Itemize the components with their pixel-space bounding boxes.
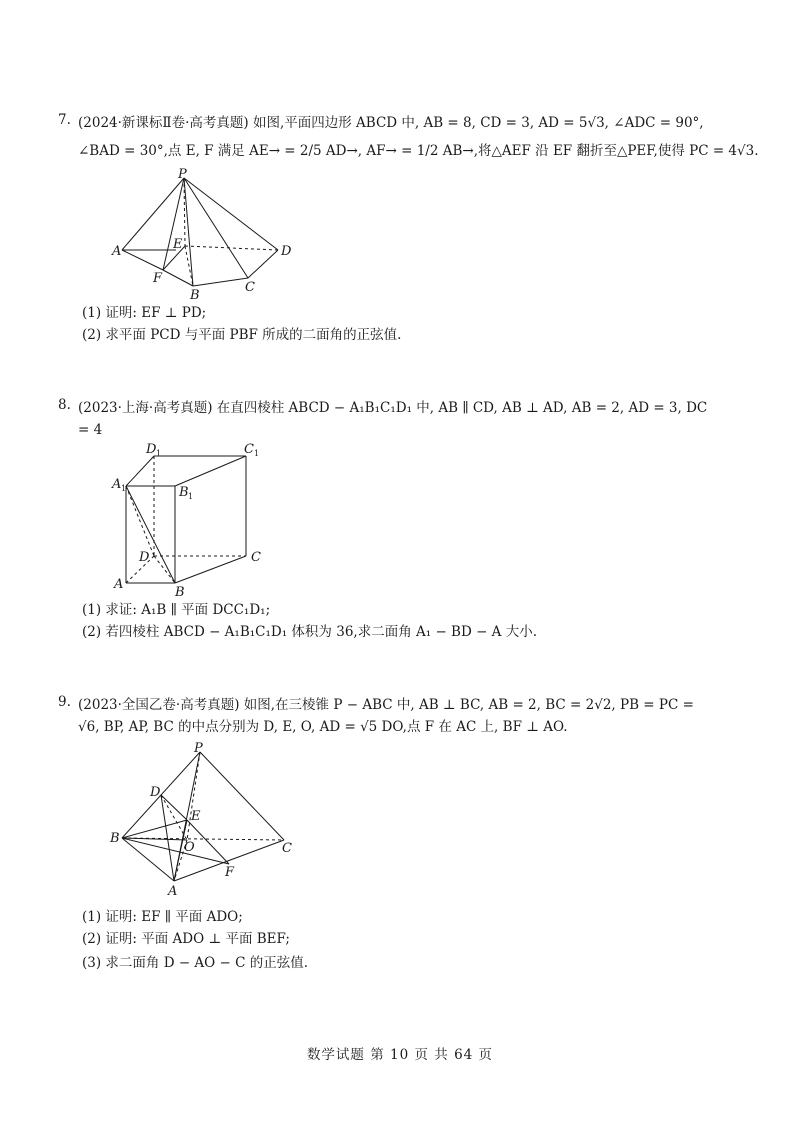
figure-folded-quadrilateral (100, 168, 310, 303)
figure-right-prism (108, 438, 278, 598)
vertex-label-B: B (110, 831, 120, 846)
vertex-label-C: C (251, 550, 261, 565)
problem-statement-line-1: (2023·上海·高考真题) 在直四棱柱 ABCD − A₁B₁C₁D₁ 中, AB ∥ CD, AB ⊥ AD, AB = 2, AD = 3, DC (78, 400, 708, 416)
question-part-3: (3) 求二面角 D − AO − C 的正弦值. (82, 955, 309, 971)
vertex-label-E: E (173, 237, 183, 252)
vertex-label-O: O (184, 840, 195, 855)
vertex-label-C: C (282, 841, 292, 856)
vertex-label-D: D (150, 785, 161, 800)
vertex-label-P: P (194, 741, 203, 756)
vertex-label-F: F (225, 865, 235, 880)
subscript-1: 1 (254, 449, 260, 458)
subscript-1: 1 (121, 484, 127, 493)
question-part-1: (1) 证明: EF ∥ 平面 ADO; (82, 909, 243, 925)
problem-statement-line-1: (2024·新课标Ⅱ卷·高考真题) 如图,平面四边形 ABCD 中, AB = 8, CD = 3, AD = 5√3, ∠ADC = 90°, (78, 115, 704, 131)
problem-number: 9. (58, 694, 71, 710)
question-part-2: (2) 若四棱柱 ABCD − A₁B₁C₁D₁ 体积为 36,求二面角 A₁ − BD − A 大小. (82, 624, 538, 640)
problem-number: 8. (58, 397, 71, 413)
vertex-label-D: D (281, 244, 292, 259)
vertex-label-A1: A (112, 477, 122, 492)
subscript-1: 1 (156, 449, 162, 458)
problem-8 (58, 397, 728, 441)
problem-statement-line-2: = 4 (78, 422, 103, 438)
vertex-label-P: P (178, 168, 187, 182)
vertex-label-A: A (112, 244, 122, 259)
vertex-label-B: B (190, 288, 200, 303)
question-part-2: (2) 证明: 平面 ADO ⊥ 平面 BEF; (82, 931, 290, 947)
vertex-label-D1: D (146, 442, 157, 457)
problem-7 (58, 112, 759, 162)
vertex-label-A: A (114, 577, 124, 592)
vertex-label-B1: B (179, 485, 189, 500)
figure-triangular-pyramid (108, 738, 298, 898)
vertex-label-F: F (153, 271, 163, 286)
vertex-label-E: E (191, 809, 201, 824)
page-footer: 数学试题 第 10 页 共 64 页 (306, 1047, 494, 1063)
problem-statement-line-2: ∠BAD = 30°,点 E, F 满足 AE→ = 2/5 AD→, AF→ = 1/2 AB→,将△AEF 沿 EF 翻折至△PEF,使得 PC = 4√3. (78, 143, 759, 159)
question-part-1: (1) 证明: EF ⊥ PD; (82, 305, 207, 321)
vertex-label-C1: C (244, 442, 254, 457)
problem-statement-line-2: √6, BP, AP, BC 的中点分别为 D, E, O, AD = √5 DO,点 F 在 AC 上, BF ⊥ AO. (78, 719, 568, 735)
subscript-1: 1 (188, 492, 194, 501)
question-part-1: (1) 求证: A₁B ∥ 平面 DCC₁D₁; (82, 602, 271, 618)
question-part-2: (2) 求平面 PCD 与平面 PBF 所成的二面角的正弦值. (82, 327, 402, 343)
vertex-label-B: B (175, 585, 185, 598)
problem-9 (58, 694, 728, 738)
vertex-label-C: C (245, 280, 255, 295)
problem-statement-line-1: (2023·全国乙卷·高考真题) 如图,在三棱锥 P − ABC 中, AB ⊥ BC, AB = 2, BC = 2√2, PB = PC = (78, 697, 694, 713)
vertex-label-A: A (168, 884, 178, 898)
problem-number: 7. (58, 112, 71, 128)
vertex-label-D: D (139, 550, 150, 565)
